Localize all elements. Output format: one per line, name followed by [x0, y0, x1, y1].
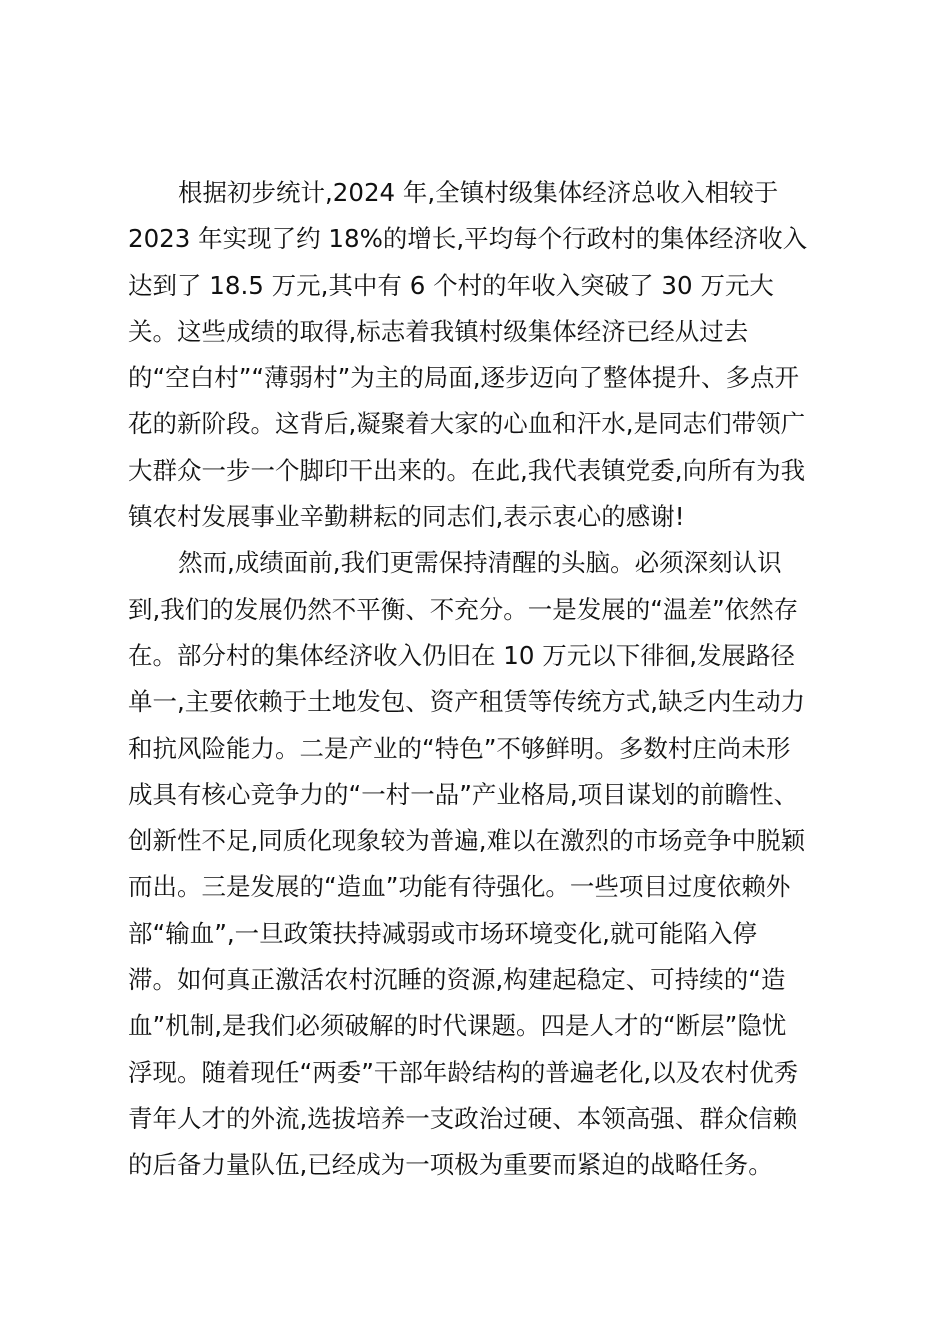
document-body — [128, 170, 848, 1189]
paragraph-line: 2023 年实现了约 18%的增长,平均每个行政村的集体经济收入 — [128, 224, 808, 254]
paragraph-line: 单一,主要依赖于土地发包、资产租赁等传统方式,缺乏内生动力 — [128, 687, 806, 717]
paragraph-line: 部“输血”,一旦政策扶持减弱或市场环境变化,就可能陷入停 — [128, 918, 757, 948]
paragraph-line: 到,我们的发展仍然不平衡、不充分。一是发展的“温差”依然存 — [128, 594, 799, 624]
paragraph-line: 创新性不足,同质化现象较为普遍,难以在激烈的市场竞争中脱颖 — [128, 826, 806, 856]
paragraph-line: 达到了 18.5 万元,其中有 6 个村的年收入突破了 30 万元大 — [128, 270, 774, 300]
paragraph-line: 成具有核心竞争力的“一村一品”产业格局,项目谋划的前瞻性、 — [128, 779, 799, 809]
paragraph-line: 根据初步统计,2024 年,全镇村级集体经济总收入相较于 — [178, 178, 779, 207]
paragraph-problems — [128, 540, 848, 1188]
paragraph-line: 而出。三是发展的“造血”功能有待强化。一些项目过度依赖外 — [128, 872, 791, 902]
paragraph-achievements — [128, 170, 848, 540]
paragraph-line: 花的新阶段。这背后,凝聚着大家的心血和汗水,是同志们带领广 — [128, 409, 806, 439]
paragraph-line: 血”机制,是我们必须破解的时代课题。四是人才的“断层”隐忧 — [128, 1011, 787, 1041]
paragraph-line: 在。部分村的集体经济收入仍旧在 10 万元以下徘徊,发展路径 — [128, 640, 796, 670]
paragraph-line: 和抗风险能力。二是产业的“特色”不够鲜明。多数村庄尚未形 — [128, 733, 791, 763]
paragraph-line: 镇农村发展事业辛勤耕耘的同志们,表示衷心的感谢! — [128, 502, 685, 532]
paragraph-line: 然而,成绩面前,我们更需保持清醒的头脑。必须深刻认识 — [178, 548, 782, 578]
paragraph-line: 青年人才的外流,选拔培养一支政治过硬、本领高强、群众信赖 — [128, 1103, 798, 1133]
paragraph-line: 的“空白村”“薄弱村”为主的局面,逐步迈向了整体提升、多点开 — [128, 363, 800, 393]
paragraph-line: 的后备力量队伍,已经成为一项极为重要而紧迫的战略任务。 — [128, 1150, 773, 1180]
paragraph-line: 大群众一步一个脚印干出来的。在此,我代表镇党委,向所有为我 — [128, 455, 806, 485]
paragraph-line: 关。这些成绩的取得,标志着我镇村级集体经济已经从过去 — [128, 316, 749, 346]
paragraph-line: 浮现。随着现任“两委”干部年龄结构的普遍老化,以及农村优秀 — [128, 1057, 799, 1087]
paragraph-line: 滞。如何真正激活农村沉睡的资源,构建起稳定、可持续的“造 — [128, 965, 786, 995]
